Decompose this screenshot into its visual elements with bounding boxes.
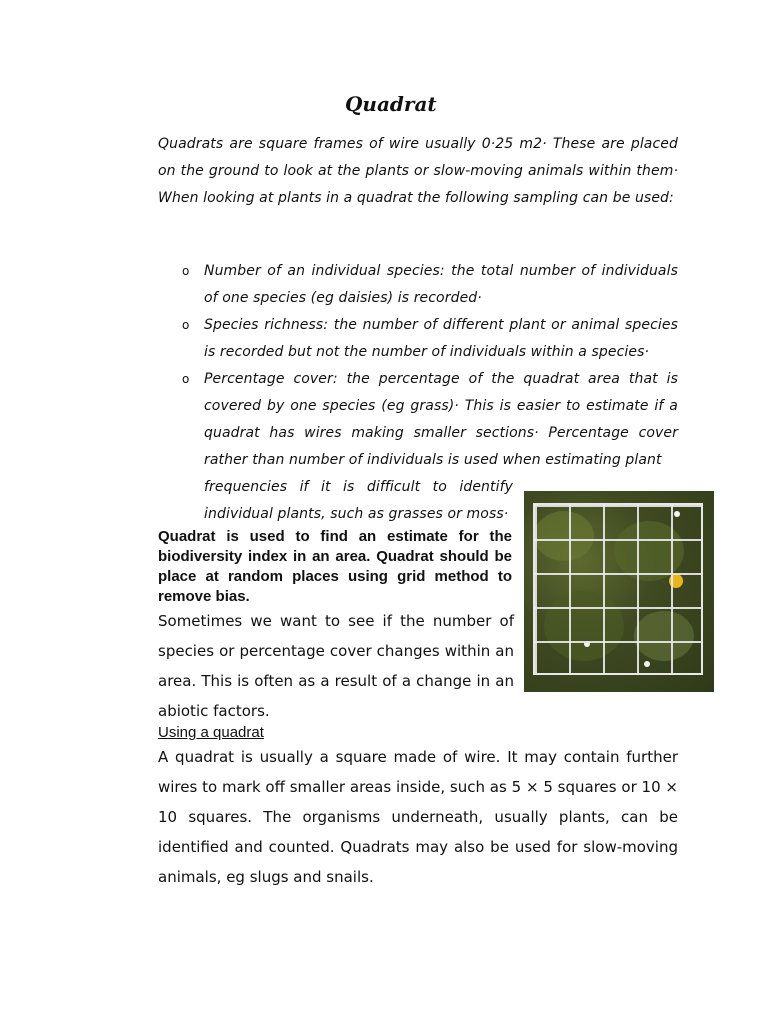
list-item-text: frequencies if it is difficult to identify individual plants, such as grasses or moss·	[204, 479, 513, 522]
section-heading-using-quadrat: Using a quadrat	[158, 724, 264, 741]
using-quadrat-paragraph: A quadrat is usually a square made of wire. It may contain further wires to mark off smaller areas inside, such as 5 × 5 squares or 10 × 10 squares. The organisms underneath, usually plants, can be identified and counted. Quadrats may also be used for slow-moving animals, eg slugs and snails.	[158, 748, 678, 886]
list-item	[158, 312, 678, 366]
bold-paragraph: Quadrat is used to find an estimate for the biodiversity index in an area. Quadrat should be place at random places using grid method to remove bias.	[158, 528, 512, 605]
bullet-marker: o	[182, 318, 190, 332]
list-item-text: Percentage cover: the percentage of the quadrat area that is covered by one species (eg grass)· This is easier to estimate if a quadrat has wires making smaller sections· Percentage cover rather than number of individuals is used when estimating plant	[204, 371, 678, 468]
quadrat-grid	[533, 503, 703, 675]
list-item-text: Species richness: the number of different plant or animal species is recorded but not the number of individuals within a species·	[204, 317, 678, 360]
intro-paragraph: Quadrats are square frames of wire usually 0·25 m2· These are placed on the ground to look at the plants or slow-moving animals within them· When looking at plants in a quadrat the following sampling can be used:	[158, 136, 678, 206]
sampling-methods-list	[158, 258, 678, 528]
change-paragraph: Sometimes we want to see if the number of species or percentage cover changes within an area. This is often as a result of a change in an abiotic factors.	[158, 612, 514, 720]
list-item	[158, 258, 678, 312]
list-item-text: Number of an individual species: the total number of individuals of one species (eg daisies) is recorded·	[204, 263, 678, 306]
list-item	[158, 366, 678, 474]
bullet-marker: o	[182, 372, 190, 386]
bullet-marker: o	[182, 264, 190, 278]
quadrat-photo	[524, 491, 714, 692]
